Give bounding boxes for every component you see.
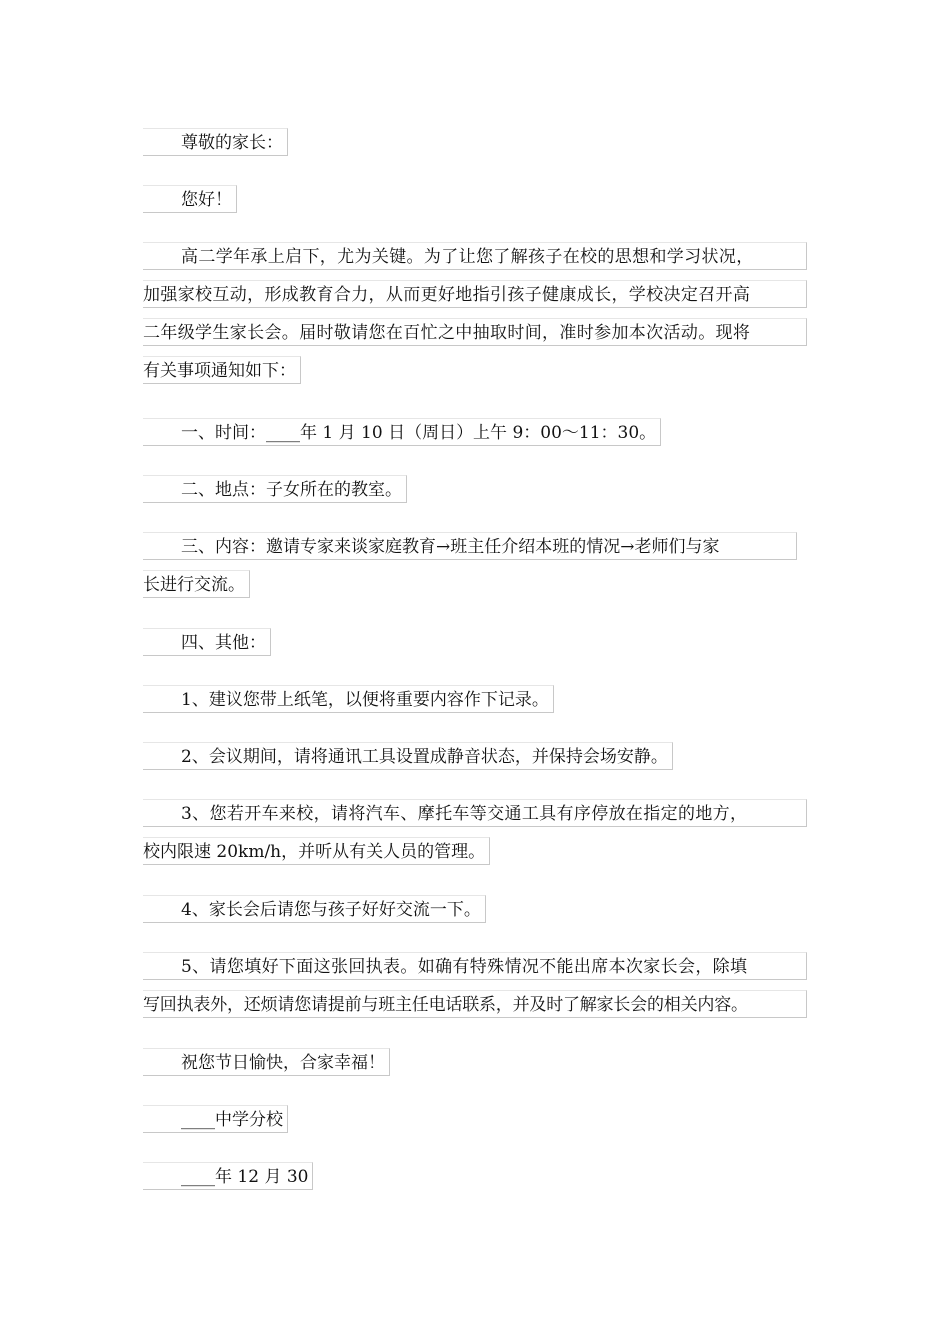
- place-text: 二、地点：子女所在的教室。: [181, 480, 402, 500]
- item-5-paragraph: [143, 952, 807, 1028]
- intro-text-2: 加强家校互动，形成教育合力，从而更好地指引孩子健康成长，学校决定召开高: [143, 285, 751, 305]
- greeting-text: 您好！: [181, 190, 232, 210]
- intro-text-3: 二年级学生家长会。届时敬请您在百忙之中抽取时间，准时参加本次活动。现将: [143, 323, 751, 343]
- time-paragraph: [143, 418, 661, 456]
- intro-text-4: 有关事项通知如下：: [143, 361, 296, 381]
- intro-line-3: [143, 318, 807, 346]
- intro-line-4: [143, 356, 301, 384]
- salutation-paragraph: [143, 128, 288, 166]
- intro-line-1: [143, 242, 807, 270]
- other-heading-paragraph: [143, 628, 271, 666]
- closing-text: 祝您节日愉快，合家幸福！: [181, 1053, 385, 1073]
- item-2-line: [143, 742, 673, 770]
- greeting-paragraph: [143, 185, 237, 223]
- time-line: [143, 418, 661, 446]
- salutation-text: 尊敬的家长：: [181, 133, 283, 153]
- item-5-line-1: [143, 952, 807, 980]
- item-4-text: 4、家长会后请您与孩子好好交流一下。: [181, 900, 481, 920]
- item-1-paragraph: [143, 685, 554, 723]
- intro-line-2: [143, 280, 807, 308]
- content-paragraph: [143, 532, 797, 608]
- closing-line: [143, 1048, 390, 1076]
- greeting-line: [143, 185, 237, 213]
- place-paragraph: [143, 475, 407, 513]
- content-text-2: 长进行交流。: [143, 575, 245, 595]
- item-4-line: [143, 895, 486, 923]
- salutation-line: [143, 128, 288, 156]
- item-3-paragraph: [143, 799, 807, 875]
- content-text-1: 三、内容：邀请专家来谈家庭教育→班主任介绍本班的情况→老师们与家: [181, 537, 720, 557]
- item-2-text: 2、会议期间，请将通讯工具设置成静音状态，并保持会场安静。: [181, 747, 668, 767]
- closing-paragraph: [143, 1048, 390, 1086]
- item-5-text-2: 写回执表外，还烦请您请提前与班主任电话联系，并及时了解家长会的相关内容。: [143, 995, 748, 1015]
- school-paragraph: [143, 1105, 288, 1143]
- item-1-line: [143, 685, 554, 713]
- letter-date: ____年 12 月 30: [181, 1167, 309, 1187]
- school-line: [143, 1105, 288, 1133]
- intro-paragraph: [143, 242, 807, 394]
- item-5-text-1: 5、请您填好下面这张回执表。如确有特殊情况不能出席本次家长会，除填: [181, 957, 748, 977]
- item-3-text-2: 校内限速 20km/h，并听从有关人员的管理。: [143, 842, 486, 862]
- place-line: [143, 475, 407, 503]
- school-name: ____中学分校: [181, 1110, 283, 1130]
- item-2-paragraph: [143, 742, 673, 780]
- item-1-text: 1、建议您带上纸笔，以便将重要内容作下记录。: [181, 690, 549, 710]
- content-line-1: [143, 532, 797, 560]
- item-4-paragraph: [143, 895, 486, 933]
- item-3-line-2: [143, 837, 490, 865]
- date-line: [143, 1162, 313, 1190]
- item-3-line-1: [143, 799, 807, 827]
- item-3-text-1: 3、您若开车来校，请将汽车、摩托车等交通工具有序停放在指定的地方，: [181, 804, 748, 824]
- date-paragraph: [143, 1162, 313, 1200]
- intro-text-1: 高二学年承上启下，尤为关键。为了让您了解孩子在校的思想和学习状况，: [181, 247, 754, 267]
- other-heading-line: [143, 628, 271, 656]
- other-heading-text: 四、其他：: [181, 633, 266, 653]
- time-text: 一、时间：____年 1 月 10 日（周日）上午 9：00～11：30。: [181, 423, 657, 443]
- item-5-line-2: [143, 990, 807, 1018]
- content-line-2: [143, 570, 250, 598]
